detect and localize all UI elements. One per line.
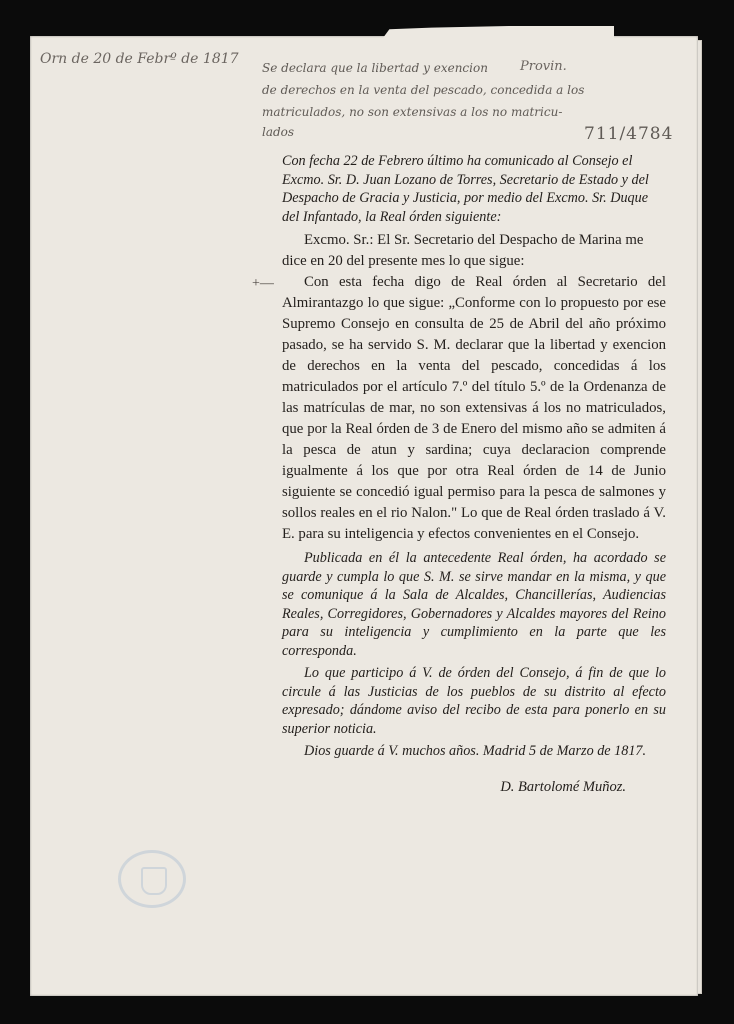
instruction-paragraph: Lo que participo á V. de órden del Consejo, á fin de que lo circule á las Justicias de los pueblos de su distrito al efecto expresado; dándome aviso del recibo de esta para ponerlo en su superior noticia. <box>282 665 666 737</box>
handwritten-summary-line: lados <box>262 125 295 139</box>
handwritten-summary-line: Se declara que la libertad y exencion <box>262 61 488 75</box>
handwritten-summary-line: de derechos en la venta del pescado, concedida a los <box>262 83 585 97</box>
archive-stamp <box>118 850 186 908</box>
signature: D. Bartolomé Muñoz. <box>500 778 626 795</box>
closing-paragraph: Dios guarde á V. muchos años. Madrid 5 de Marzo de 1817. <box>304 743 647 759</box>
torn-edge <box>380 26 614 42</box>
printed-text-block <box>282 152 666 810</box>
archive-reference: 711/4784 <box>584 124 674 144</box>
handwritten-province-note: Provin. <box>520 59 567 74</box>
margin-cross-mark: +— <box>252 276 274 291</box>
publication-paragraph: Publicada en él la antecedente Real órden, ha acordado se guarde y cumpla lo que S. M. se sirve mandar en la misma, y que se comunique á la Sala de Alcaldes, Chancillerías, Audiencias Reales, Corregidores, Gobernadores y Alcaldes mayores del Reino para su inteligencia y cumplimiento en la parte que les corresponda. <box>282 550 666 659</box>
intro-paragraph: Con fecha 22 de Febrero último ha comunicado al Consejo el Excmo. Sr. D. Juan Lozano de Torres, Secretario de Estado y del Despacho de Gracia y Justicia, por medio del Excmo. Sr. Duque del Infantado, la Real órden siguiente: <box>282 153 649 225</box>
handwritten-summary-line: matriculados, no son extensivas a los no matricu- <box>262 105 563 119</box>
royal-order-body: Con esta fecha digo de Real órden al Secretario del Almirantazgo lo que sigue: „Conforme con lo propuesto por ese Supremo Consejo en consulta de 25 de Abril del año próximo pasado, se ha servido S. M. declarar que la libertad y exencion de derechos en la venta del pescado, concedidas á los matriculados por el artículo 7.º del título 5.º de la Ordenanza de las matrículas de mar, no son extensivas á los no matriculados, que por la Real órden de 3 de Enero del mismo año se admiten á la pesca de atun y sardina; cuya declaracion comprende igualmente á los que por otra Real órden de 14 de Junio siguiente se concedió igual permiso para la pesca de salmones y sollos reales en el rio Nalon." Lo que de Real órden traslado á V. E. para su inteligencia y efectos convenientes en el Consejo. <box>282 274 666 542</box>
stamp-emblem-icon <box>141 867 167 895</box>
salutation-paragraph: Excmo. Sr.: El Sr. Secretario del Despacho de Marina me dice en 20 del presente mes lo que sigue: <box>282 232 644 269</box>
handwritten-date-note: Orn de 20 de Febrº de 1817 <box>40 51 239 67</box>
